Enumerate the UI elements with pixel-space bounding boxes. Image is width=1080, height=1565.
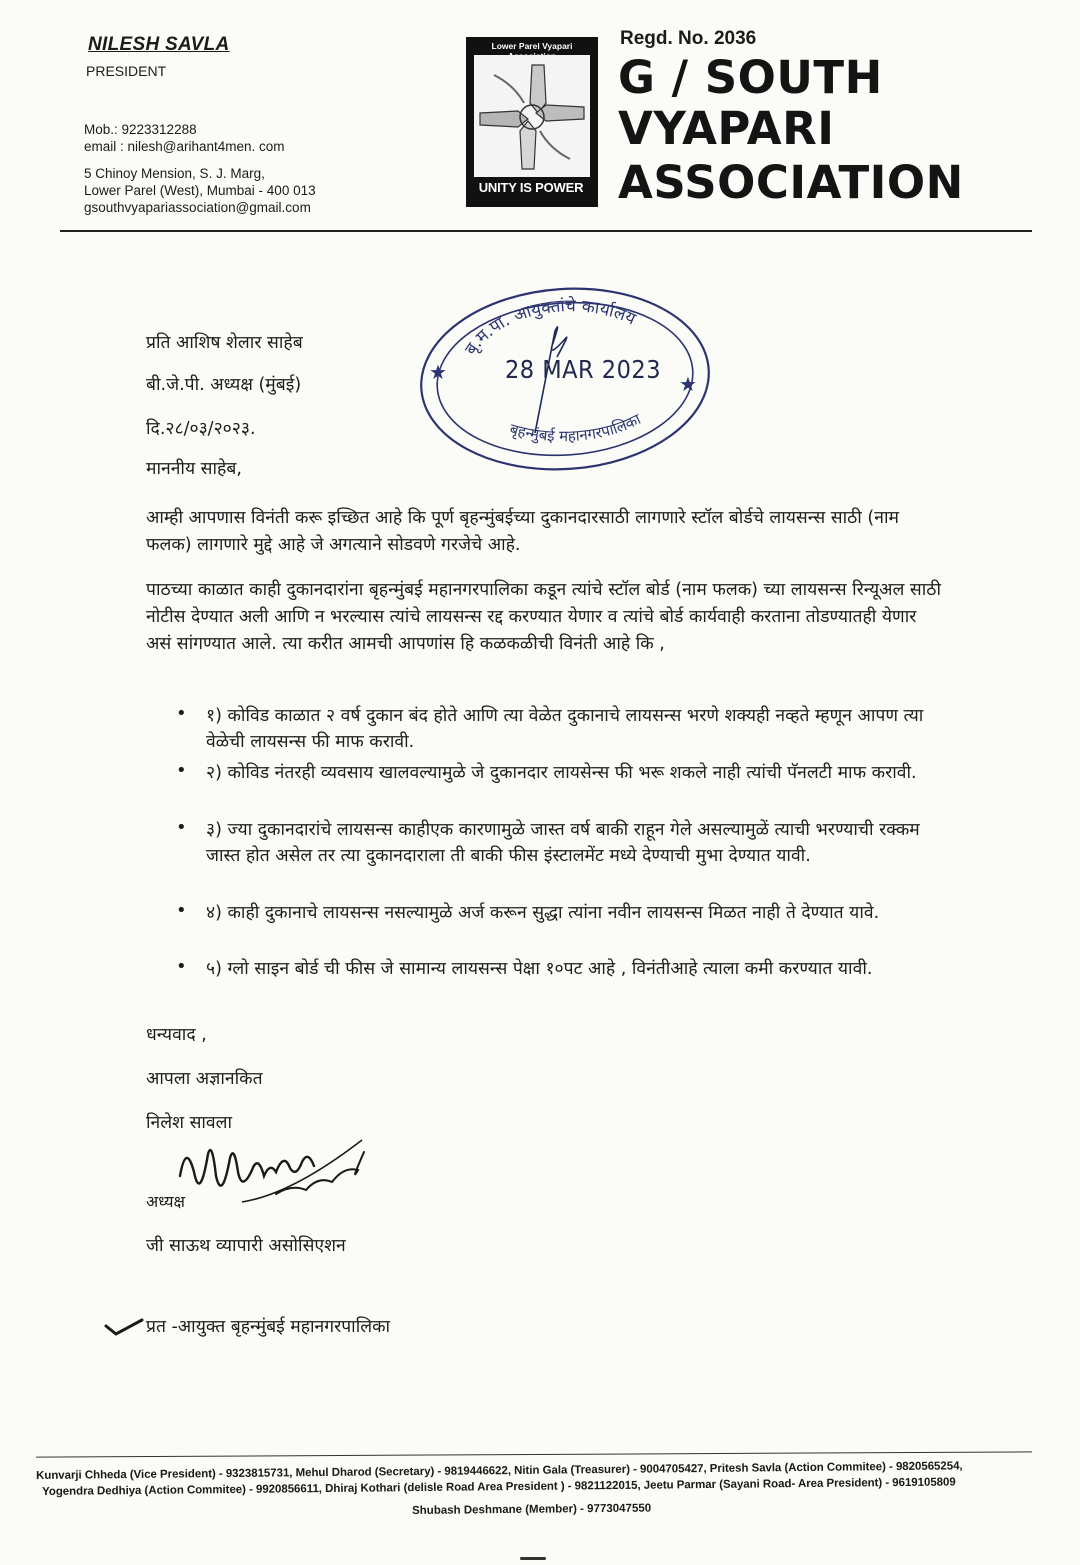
stamp-bottom-text: बृहन्मुंबई महानगरपालिका [507, 409, 644, 446]
president-email: email : nilesh@arihant4men. com [84, 139, 285, 154]
signer-name: निलेश सावला [146, 1113, 233, 1133]
bullet: • [176, 817, 187, 838]
signer-organization: जी साऊथ व्यापारी असोसिएशन [146, 1236, 346, 1256]
paragraph-2: पाठच्या काळात काही दुकानदारांना बृहन्मुंबई महानगरपालिका कडून त्यांचे स्टॉल बोर्ड (नाम फलक) च्या लायसन्स रिन्यूअल साठी नोटीस देण्यात अली आणि न भरल्यास त्यांचे लायसन्स रद्द करण्यात येणार व त्यांचे बोर्ड कार्यवाही करताना तोडण्यातही येणार असं सांगण्यात आले. त्या करीत आमची आपणांस हि कळकळीची विनंती आहे कि , [146, 580, 941, 654]
president-name: NILESH SAVLA [88, 34, 230, 55]
logo-bottom-text: UNITY IS POWER [478, 180, 584, 195]
org-name-line-2: VYAPARI [618, 102, 835, 155]
association-email: gsouthvyapariassociation@gmail.com [84, 200, 311, 215]
signer-post: अध्यक्ष [146, 1192, 185, 1211]
copy-to: प्रत -आयुक्त बृहन्मुंबई महानगरपालिका [146, 1317, 391, 1337]
address-line-2: Lower Parel (West), Mumbai - 400 013 [84, 183, 316, 198]
handwritten-signature [172, 1132, 372, 1212]
request-point: १) कोविड काळात २ वर्ष दुकान बंद होते आणि त्या वेळेत दुकानाचे लायसन्स भरणे शक्यही नव्हते म्हणून आपण त्या वेळेची लायसन्स फी माफ करावी. [206, 706, 924, 752]
stamp-date: 28 MAR 2023 [505, 355, 662, 384]
logo-top-text: Lower Parel Vyapari [491, 41, 573, 51]
stamp-top-text: बृ.म.पा. आयुक्तांचे कार्यालय [460, 296, 639, 359]
joined-hands-icon [474, 55, 590, 177]
footer-line-3: Shubash Deshmane (Member) - 9773047550 [412, 1502, 652, 1517]
checkmark-icon [104, 1316, 144, 1338]
closing: आपला अज्ञानकित [146, 1069, 263, 1089]
paragraph-1: आम्ही आपणास विनंती करू इच्छित आहे कि पूर्ण बृहन्मुंबईच्या दुकानदारसाठी लागणारे स्टॉल बोर्डचे लायसन्स साठी (नाम फलक) लागणारे मुद्दे आहे जे अगत्याने सोडवणे गरजेचे आहे. [146, 508, 899, 555]
footer-line-2: Yogendra Dedhiya (Action Commitee) - 9920856611, Dhiraj Kothari (delisle Road Area President ) - 9821122015, Jeetu Parmar (Sayani Road- Area President) - 9619105809 [42, 1476, 956, 1498]
page-edge-mark [520, 1557, 546, 1560]
president-title: PRESIDENT [86, 63, 167, 79]
bullet: • [176, 956, 187, 977]
address-line-1: 5 Chinoy Mension, S. J. Marg, [84, 166, 265, 181]
footer-line-1: Kunvarji Chheda (Vice President) - 9323815731, Mehul Dharod (Secretary) - 9819446622, Nitin Gala (Treasurer) - 9004705427, Pritesh Savla (Action Commitee) - 9820565254, [36, 1460, 963, 1482]
mobile-number: Mob.: 9223312288 [84, 122, 197, 137]
stamp-star-icon: ★ [679, 372, 697, 396]
request-point: ४) काही दुकानाचे लायसन्स नसल्यामुळे अर्ज करून सुद्धा त्यांना नवीन लायसन्स मिळत नाही ते देण्यात यावे. [206, 903, 880, 923]
stamp-star-icon: ★ [429, 360, 447, 384]
header-divider [60, 230, 1032, 232]
recipient-name: प्रति आशिष शेलार साहेब [146, 333, 303, 353]
bullet: • [176, 703, 187, 724]
salutation: माननीय साहेब, [146, 459, 242, 479]
org-name-line-3: ASSOCIATION [618, 156, 964, 209]
request-point: २) कोविड नंतरही व्यवसाय खालवल्यामुळे जे दुकानदार लायसेन्स फी भरू शकले नाही त्यांची पॅनलटी माफ करावी. [206, 763, 917, 783]
association-logo [466, 37, 598, 207]
recipient-post: बी.जे.पी. अध्यक्ष (मुंबई) [146, 375, 302, 395]
bullet: • [176, 760, 187, 781]
bullet: • [176, 900, 187, 921]
request-point: ५) ग्लो साइन बोर्ड ची फीस जे सामान्य लायसन्स पेक्षा १०पट आहे , विनंतीआहे त्याला कमी करण्यात यावी. [206, 959, 873, 979]
org-name-line-1: G / SOUTH [618, 51, 883, 104]
request-point: ३) ज्या दुकानदारांचे लायसन्स काहीएक कारणामुळे जास्त वर्ष बाकी राहून गेले असल्यामुळें त्याची भरण्याची रक्कम जास्त होत असेल तर त्या दुकानदाराला ती बाकी फीस इंस्टालमेंट मध्ये देण्याची मुभा देण्यात यावी. [206, 820, 920, 866]
registration-number: Regd. No. 2036 [620, 28, 757, 49]
thanks: धन्यवाद , [146, 1025, 207, 1045]
letter-date: दि.२८/०३/२०२३. [146, 419, 256, 439]
footer-divider [36, 1451, 1032, 1457]
